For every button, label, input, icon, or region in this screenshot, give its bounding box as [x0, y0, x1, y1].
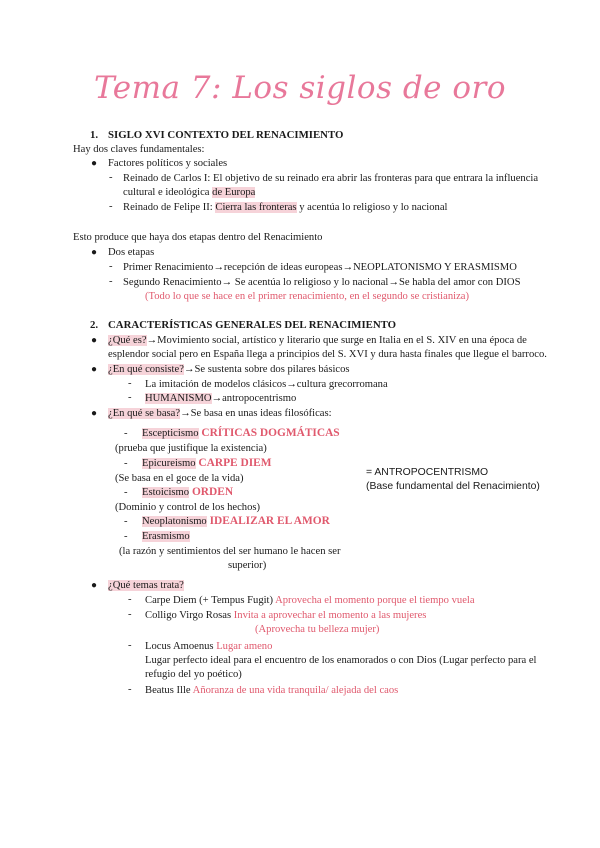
filo-estoicismo-note: (Dominio y control de los hechos) — [115, 502, 261, 513]
filo-escepticismo: Escepticismo CRÍTICAS DOGMÁTICAS — [142, 427, 340, 439]
section2-heading: CARACTERÍSTICAS GENERALES DEL RENACIMIENTO — [108, 319, 397, 331]
section2-number: 2. — [90, 319, 99, 331]
section1-intro: Hay dos claves fundamentales: — [73, 144, 205, 155]
carlos-line-b: cultural e ideológica de Europa — [123, 187, 256, 198]
filo-epicureismo: Epicureismo CARPE DIEM — [142, 457, 272, 469]
bullet-icon: ● — [91, 335, 98, 346]
etapas-intro: Esto produce que haya dos etapas dentro del Renacimiento — [73, 232, 323, 243]
dash-icon: - — [109, 201, 113, 212]
q-se-basa: ¿En qué se basa?→Se basa en unas ideas filosóficas: — [108, 408, 332, 419]
dash-icon: - — [124, 531, 128, 542]
dash-icon: - — [124, 487, 128, 498]
filo-epicureismo-note: (Se basa en el goce de la vida) — [115, 473, 244, 484]
dash-icon: - — [124, 428, 128, 439]
dash-icon: - — [128, 594, 132, 605]
tema-locus-desc-b: refugio del yo poético) — [145, 669, 242, 680]
felipe-line: Reinado de Felipe II: Cierra las fronteras y acentúa lo religioso y lo nacional — [123, 202, 448, 213]
tema-locus-desc-a: Lugar perfecto ideal para el encuentro de los enamorados o con Dios (Lugar perfecto para el — [145, 655, 537, 666]
pilar-imitacion: La imitación de modelos clásicos→cultura grecorromana — [145, 379, 388, 390]
dash-icon: - — [109, 172, 113, 183]
segundo-renacimiento: Segundo Renacimiento→ Se acentúa lo religioso y lo nacional→Se habla del amor con DIOS — [123, 277, 521, 288]
tema-colligo: Colligo Virgo Rosas Invita a aprovechar el momento a las mujeres — [145, 610, 427, 621]
q-consiste: ¿En qué consiste?→Se sustenta sobre dos pilares básicos — [108, 364, 350, 375]
dash-icon: - — [124, 516, 128, 527]
bullet-icon: ● — [91, 580, 98, 591]
filo-erasmismo-note-a: (la razón y sentimientos del ser humano le hacen ser — [119, 546, 341, 557]
tema-beatus: Beatus Ille Añoranza de una vida tranquila/ alejada del caos — [145, 685, 399, 696]
filo-neoplatonismo: Neoplatonismo IDEALIZAR EL AMOR — [142, 515, 330, 527]
side-note-base: (Base fundamental del Renacimiento) — [366, 481, 540, 492]
q-que-es: ¿Qué es?→Movimiento social, artístico y literario que surge en Italia en el S. XIV en una época de — [108, 335, 527, 346]
section1-number: 1. — [90, 129, 99, 141]
bullet-icon: ● — [91, 364, 98, 375]
tema-locus: Locus Amoenus Lugar ameno — [145, 641, 273, 652]
tema-carpe-diem: Carpe Diem (+ Tempus Fugit) Aprovecha el momento porque el tiempo vuela — [145, 595, 475, 606]
filo-estoicismo: Estoicismo ORDEN — [142, 486, 234, 498]
segundo-note: (Todo lo que se hace en el primer renacimiento, en el segundo se cristianiza) — [145, 291, 470, 302]
filo-erasmismo: Erasmismo — [142, 531, 190, 542]
dash-icon: - — [128, 392, 132, 403]
dash-icon: - — [128, 378, 132, 389]
dash-icon: - — [109, 261, 113, 272]
filo-erasmismo-note-b: superior) — [228, 560, 267, 571]
section1-heading: SIGLO XVI CONTEXTO DEL RENACIMIENTO — [108, 129, 344, 141]
q-que-es-cont: esplendor social pero en España llega a principios del S. XVI y dura hasta finales que llegue el barroco. — [108, 349, 547, 360]
dash-icon: - — [128, 640, 132, 651]
dash-icon: - — [128, 609, 132, 620]
q-temas: ¿Qué temas trata? — [108, 580, 184, 591]
bullet-factores: Factores políticos y sociales — [108, 158, 228, 169]
carlos-line-a: Reinado de Carlos I: El objetivo de su reinado era abrir las fronteras para que entrara la influencia — [123, 173, 539, 184]
bullet-etapas: Dos etapas — [108, 247, 155, 258]
side-note-antropocentrismo: = ANTROPOCENTRISMO — [366, 467, 489, 478]
dash-icon: - — [124, 458, 128, 469]
page-title: Tema 7: Los siglos de oro — [93, 70, 507, 106]
bullet-icon: ● — [91, 408, 98, 419]
bullet-icon: ● — [91, 247, 98, 258]
tema-colligo-note: (Aprovecha tu belleza mujer) — [255, 624, 380, 635]
primer-renacimiento: Primer Renacimiento→recepción de ideas europeas→NEOPLATONISMO Y ERASMISMO — [123, 262, 517, 273]
pilar-humanismo: HUMANISMO→antropocentrismo — [145, 393, 297, 404]
filo-escepticismo-note: (prueba que justifique la existencia) — [115, 443, 267, 454]
bullet-icon: ● — [91, 158, 98, 169]
dash-icon: - — [109, 276, 113, 287]
dash-icon: - — [128, 684, 132, 695]
